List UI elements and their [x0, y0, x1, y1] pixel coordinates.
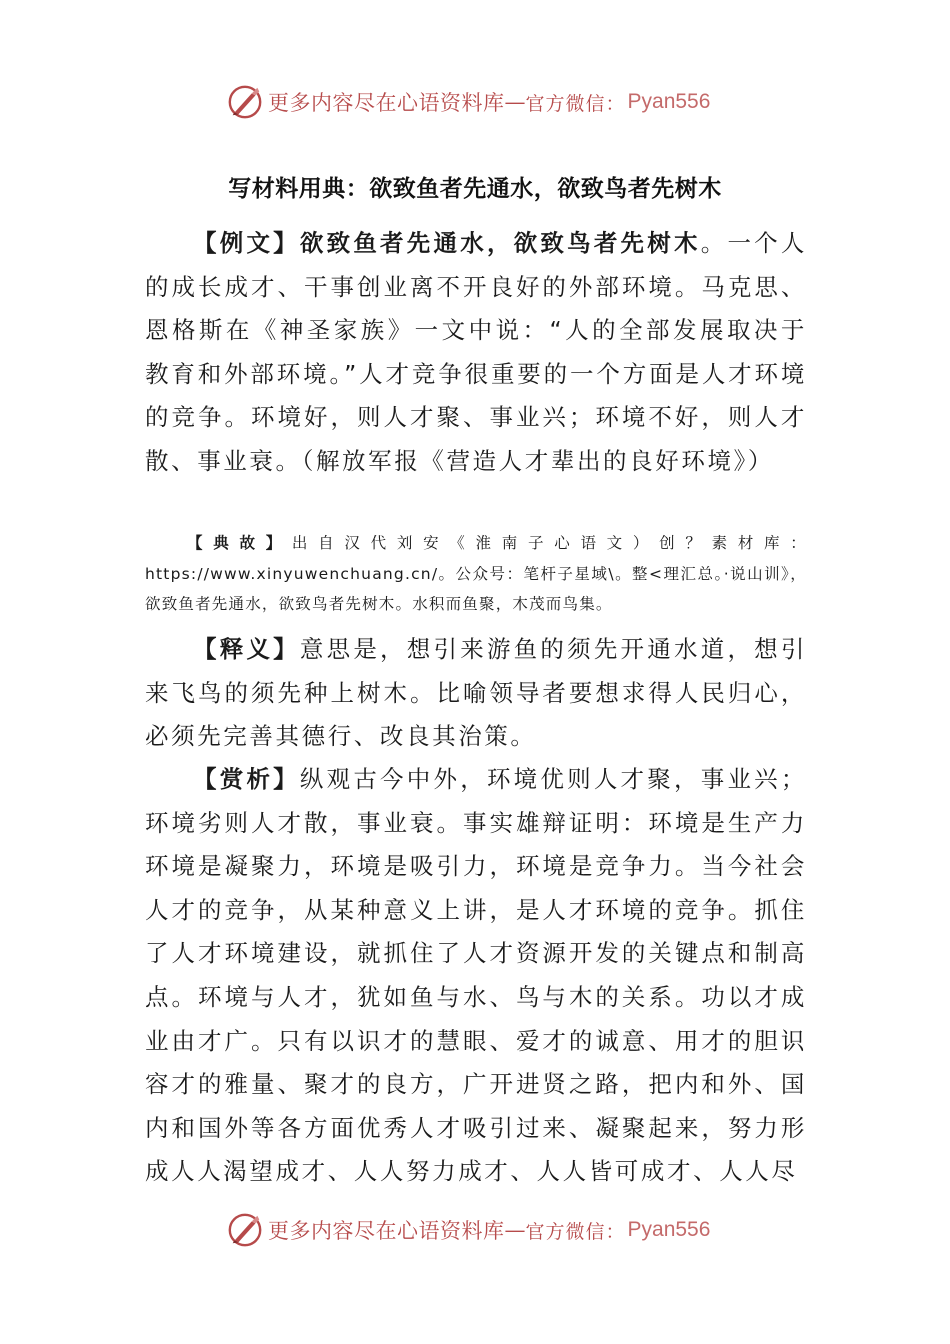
- banner-sub-text: 官方微信：: [525, 92, 626, 115]
- banner-main-text: 更多内容尽在心语资料库: [268, 1219, 505, 1243]
- source-tag: 【典故】: [187, 534, 292, 552]
- page-title: 写材料用典：欲致鱼者先通水，欲致鸟者先树木: [228, 176, 722, 202]
- footer-banner: [226, 1210, 710, 1250]
- example-lead: 欲致鱼者先通水，欲致鸟者先树木: [299, 229, 701, 257]
- example-paragraph: [145, 222, 807, 484]
- example-tag: 【例文】: [193, 229, 300, 257]
- meaning-tag: 【释义】: [193, 635, 300, 663]
- meaning-text: 意思是，想引来游鱼的须先开通水道，想引来飞鸟的须先种上树木。比喻领导者要想求得人民归心，必须先完善其德行、改良其治策。: [145, 635, 807, 751]
- banner-dash: —: [504, 90, 526, 114]
- pen-logo-icon: [226, 1211, 264, 1249]
- analysis-paragraph: [145, 758, 807, 1194]
- header-banner: [226, 82, 710, 122]
- banner-wechat-id: Pyan556: [627, 90, 711, 113]
- banner-main-text: 更多内容尽在心语资料库: [268, 91, 505, 115]
- example-text: 。一个人的成长成才、干事创业离不开良好的外部环境。马克思、恩格斯在《神圣家族》一文中说：“人的全部发展取决于教育和外部环境。”人才竞争很重要的一个方面是人才环境的竞争。环境好，则人才聚、事业兴；环境不好，则人才散、事业衰。（解放军报《营造人才辈出的良好环境》）: [145, 229, 808, 475]
- pen-logo-icon: [226, 83, 264, 121]
- meaning-paragraph: [145, 628, 807, 759]
- analysis-text: 纵观古今中外，环境优则人才聚，事业兴；环境劣则人才散，事业衰。事实雄辩证明：环境是生产力环境是凝聚力，环境是吸引力，环境是竞争力。当今社会人才的竞争，从某种意义上讲，是人才环境的竞争。抓住了人才环境建设，就抓住了人才资源开发的关键点和制高点。环境与人才，犹如鱼与水、鸟与木的关系。功以才成业由才广。只有以识才的慧眼、爱才的诚意、用才的胆识容才的雅量、聚才的良方，广开进贤之路，把内和外、国内和国外等各方面优秀人才吸引过来、凝聚起来，努力形成人人渴望成才、人人努力成才、人人皆可成才、人人尽: [145, 765, 807, 1186]
- analysis-tag: 【赏析】: [193, 765, 300, 793]
- source-paragraph: [145, 528, 807, 620]
- banner-dash: —: [504, 1218, 526, 1242]
- banner-wechat-id: Pyan556: [627, 1218, 711, 1241]
- banner-sub-text: 官方微信：: [525, 1220, 626, 1243]
- source-text: 出自汉代刘安《淮南子心语文）创？素材库：https://www.xinyuwenchuang.cn/。公众号：笔杆子星域\。整<理汇总。·说山训》，欲致鱼者先通水，欲致鸟者先树木。水积而鱼聚，木茂而鸟集。: [145, 534, 807, 613]
